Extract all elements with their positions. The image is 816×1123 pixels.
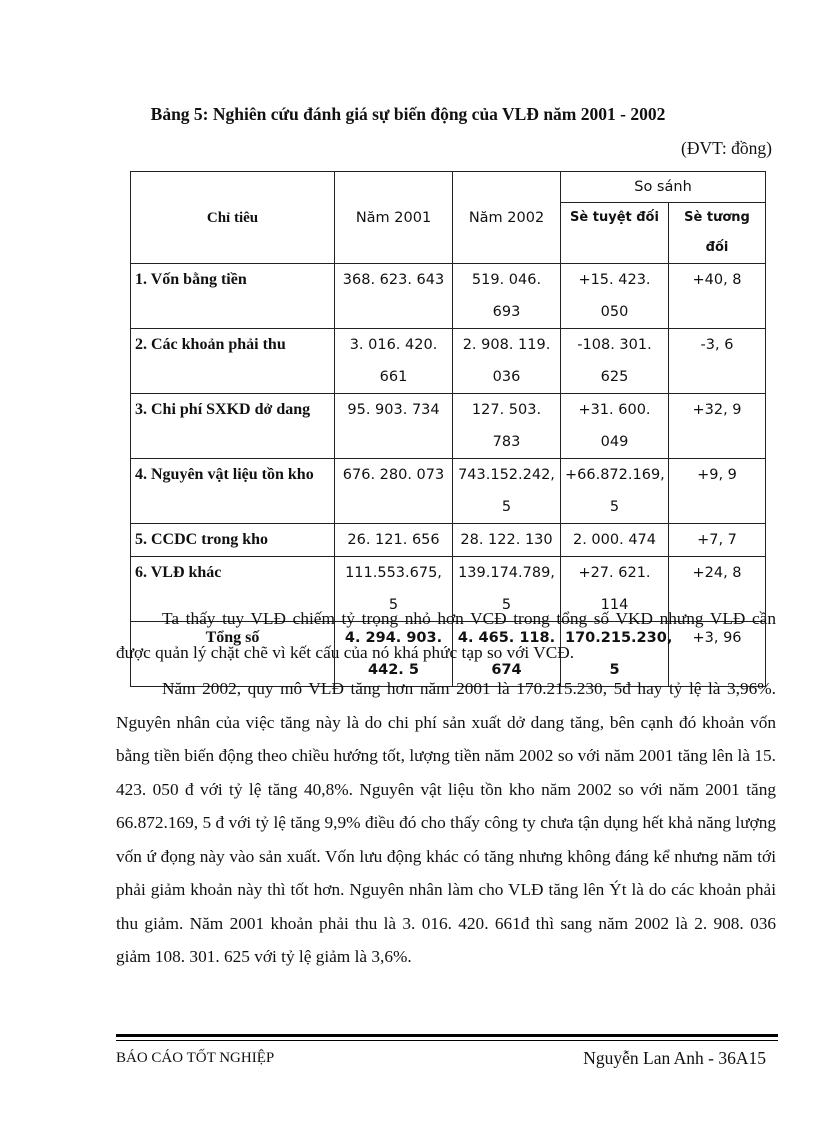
table-header-row (131, 172, 766, 203)
cell-absolute: +15. 423. 050 (561, 264, 669, 329)
cell-2001: 111.553.675, 5 (335, 557, 453, 622)
total-2001: 4. 294. 903. 442. 5 (335, 622, 453, 687)
header-year-2002: Năm 2002 (453, 172, 561, 264)
cell-absolute: +31. 600. 049 (561, 394, 669, 459)
paragraph-2 (116, 672, 776, 974)
row-label: 6. VLĐ khác (131, 557, 335, 622)
paragraph-1 (116, 602, 776, 669)
header-relative: Sè tương đối (669, 203, 766, 264)
cell-2001: 368. 623. 643 (335, 264, 453, 329)
total-2002: 4. 465. 118. 674 (453, 622, 561, 687)
cell-2002: 519. 046. 693 (453, 264, 561, 329)
total-label: Tổng số (131, 622, 335, 687)
footer-report-label: BÁO CÁO TỐT NGHIỆP (116, 1050, 275, 1066)
paragraph-text: Năm 2002, quy mô VLĐ tăng hơn năm 2001 là 170.215.230, 5đ hay tỷ lệ là 3,96%. Nguyên nhân của việc tăng này là do chi phí sản xuất dở dang tăng, bên cạnh đó khoản vốn bằng tiền biến động theo chiều hướng tốt, lượng tiền năm 2002 so với năm 2001 tăng lên là 15. 423. 050 đ với tỷ lệ tăng 40,8%. Nguyên vật liệu tồn kho năm 2002 so với năm 2001 tăng 66.872.169, 5 đ với tỷ lệ tăng 9,9% điều đó cho thấy công ty chưa tận dụng hết khả năng lượng vốn ứ đọng này vào sản xuất. Vốn lưu động khác có tăng nhưng không đáng kể nhưng năm tới phải giảm khoản này thì tốt hơn. Nguyên nhân làm cho VLĐ tăng lên Ýt là do các khoản phải thu giảm. Năm 2001 khoản phải thu là 3. 016. 420. 661đ thì sang năm 2002 là 2. 908. 036 giảm 108. 301. 625 với tỷ lệ giảm là 3,6%. (116, 679, 776, 966)
unit-label: (ĐVT: đồng) (681, 138, 772, 158)
header-comparison: So sánh (561, 172, 766, 203)
total-relative: +3, 96 (669, 622, 766, 687)
table-title: Bảng 5: Nghiên cứu đánh giá sự biến động của VLĐ năm 2001 - 2002 (150, 104, 666, 124)
table-row (131, 394, 766, 459)
footer-divider-thick (116, 1034, 778, 1037)
table-row (131, 459, 766, 524)
footer-author: Nguyễn Lan Anh - 36A15 (583, 1048, 766, 1068)
cell-2002: 28. 122. 130 (453, 524, 561, 557)
cell-absolute: +27. 621. 114 (561, 557, 669, 622)
cell-2002: 127. 503. 783 (453, 394, 561, 459)
table-row (131, 264, 766, 329)
cell-2001: 26. 121. 656 (335, 524, 453, 557)
cell-relative: +32, 9 (669, 394, 766, 459)
cell-2001: 95. 903. 734 (335, 394, 453, 459)
cell-absolute: -108. 301. 625 (561, 329, 669, 394)
header-year-2001: Năm 2001 (335, 172, 453, 264)
paragraph-text: Ta thấy tuy VLĐ chiếm tỷ trọng nhỏ hơn VCĐ trong tổng số VKD nhưng VLĐ cần được quản lý chặt chẽ vì kết cấu của nó khá phức tạp so với VCĐ. (116, 609, 776, 662)
cell-relative: +24, 8 (669, 557, 766, 622)
row-label: 2. Các khoản phải thu (131, 329, 335, 394)
cell-2002: 743.152.242, 5 (453, 459, 561, 524)
total-absolute: 170.215.230, 5 (561, 622, 669, 687)
row-label: 4. Nguyên vật liệu tồn kho (131, 459, 335, 524)
cell-absolute: +66.872.169, 5 (561, 459, 669, 524)
cell-2002: 2. 908. 119. 036 (453, 329, 561, 394)
table-row (131, 524, 766, 557)
cell-relative: +7, 7 (669, 524, 766, 557)
table-row (131, 329, 766, 394)
cell-2002: 139.174.789, 5 (453, 557, 561, 622)
cell-relative: +9, 9 (669, 459, 766, 524)
row-label: 5. CCDC trong kho (131, 524, 335, 557)
cell-relative: -3, 6 (669, 329, 766, 394)
cell-absolute: 2. 000. 474 (561, 524, 669, 557)
cell-relative: +40, 8 (669, 264, 766, 329)
header-absolute: Sè tuyệt đối (561, 203, 669, 264)
cell-2001: 676. 280. 073 (335, 459, 453, 524)
row-label: 1. Vốn bằng tiền (131, 264, 335, 329)
cell-2001: 3. 016. 420. 661 (335, 329, 453, 394)
header-indicator: Chỉ tiêu (131, 172, 335, 264)
row-label: 3. Chi phí SXKD dở dang (131, 394, 335, 459)
footer-divider-thin (116, 1040, 778, 1041)
